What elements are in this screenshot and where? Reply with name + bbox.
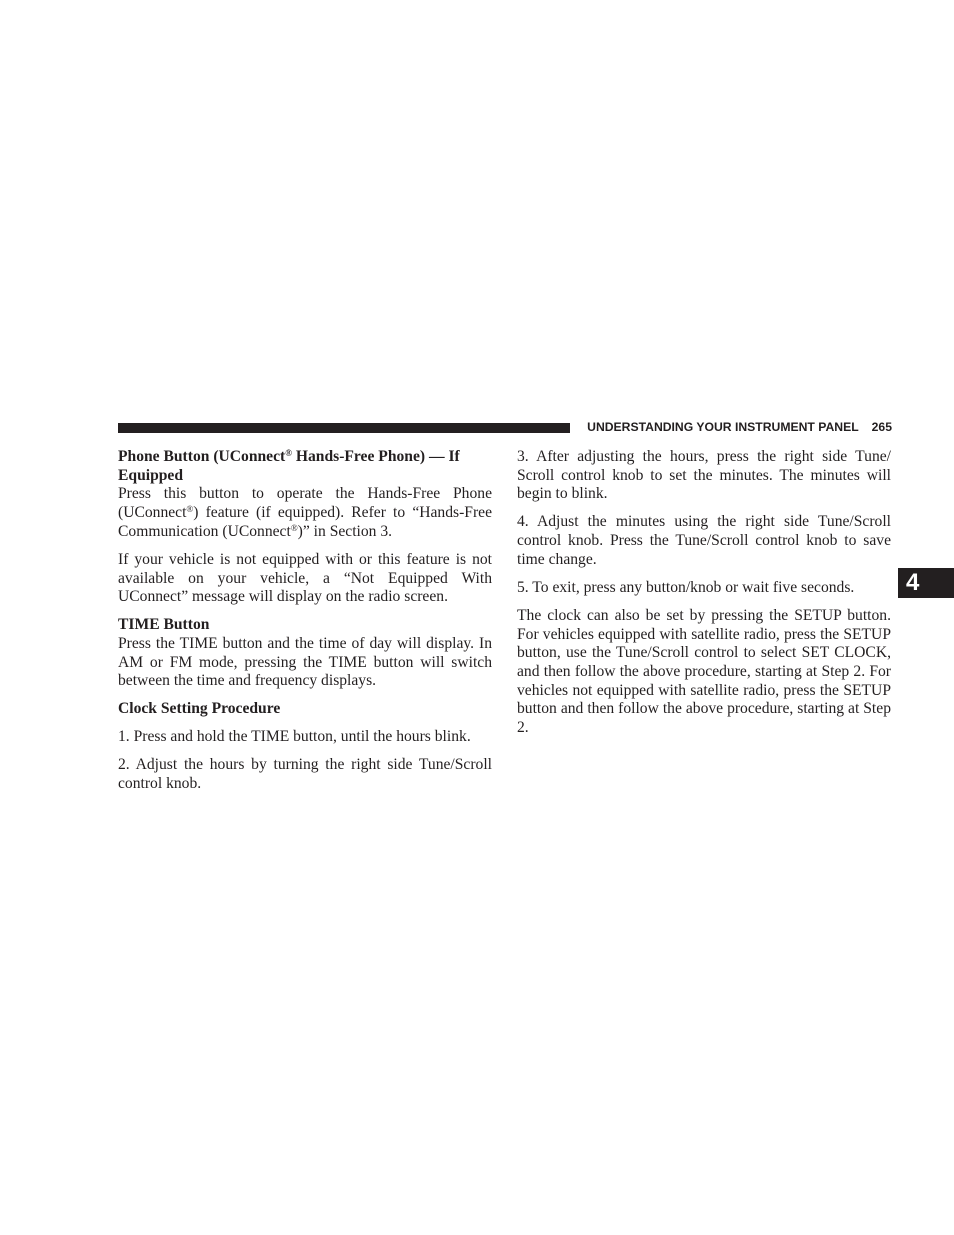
phone-button-paragraph: Press this button to operate the Hands-Free Phone (UConnect®) feature (if equipped). Refer to “Hands-Free Communication (UConnect®)” in Section 3. bbox=[118, 485, 492, 540]
section-title: UNDERSTANDING YOUR INSTRUMENT PANEL bbox=[587, 420, 859, 434]
clock-step-2: 2. Adjust the hours by turning the right side Tune/Scroll control knob. bbox=[118, 756, 492, 793]
running-header bbox=[579, 419, 892, 435]
left-column bbox=[118, 448, 492, 803]
chapter-number: 4 bbox=[906, 569, 920, 596]
phone-button-heading: Phone Button (UConnect® Hands-Free Phone) — If Equipped bbox=[118, 448, 460, 484]
right-column bbox=[517, 448, 891, 747]
clock-step-1: 1. Press and hold the TIME button, until the hours blink. bbox=[118, 728, 471, 746]
not-equipped-paragraph: If your vehicle is not equipped with or this feature is not available on your vehicle, a “Not Equipped With UConnect” message will display on the radio screen. bbox=[118, 550, 492, 606]
clock-step-3: 3. After adjusting the hours, press the right side Tune/ Scroll control knob to set the minutes. The minutes will begin to blink. bbox=[517, 448, 891, 503]
clock-setting-heading: Clock Setting Procedure bbox=[118, 700, 281, 718]
time-button-paragraph: Press the TIME button and the time of day will display. In AM or FM mode, pressing the TIME button will switch between the time and frequency displays. bbox=[118, 634, 492, 690]
chapter-tab bbox=[898, 568, 954, 598]
page-number: 265 bbox=[871, 420, 892, 434]
clock-step-4: 4. Adjust the minutes using the right side Tune/Scroll control knob. Press the Tune/Scroll control knob to save time change. bbox=[517, 513, 891, 568]
time-button-heading: TIME Button bbox=[118, 616, 210, 634]
header-rule bbox=[118, 423, 570, 433]
clock-step-5: 5. To exit, press any button/knob or wait five seconds. bbox=[517, 578, 855, 596]
setup-button-paragraph: The clock can also be set by pressing the SETUP button. For vehicles equipped with satellite radio, press the SETUP button, use the Tune/Scroll control to select SET CLOCK, and then follow the above procedure, starting at Step 2. For vehicles not equipped with satellite radio, press the SETUP button and then follow the above procedure, starting at Step 2. bbox=[517, 606, 891, 737]
